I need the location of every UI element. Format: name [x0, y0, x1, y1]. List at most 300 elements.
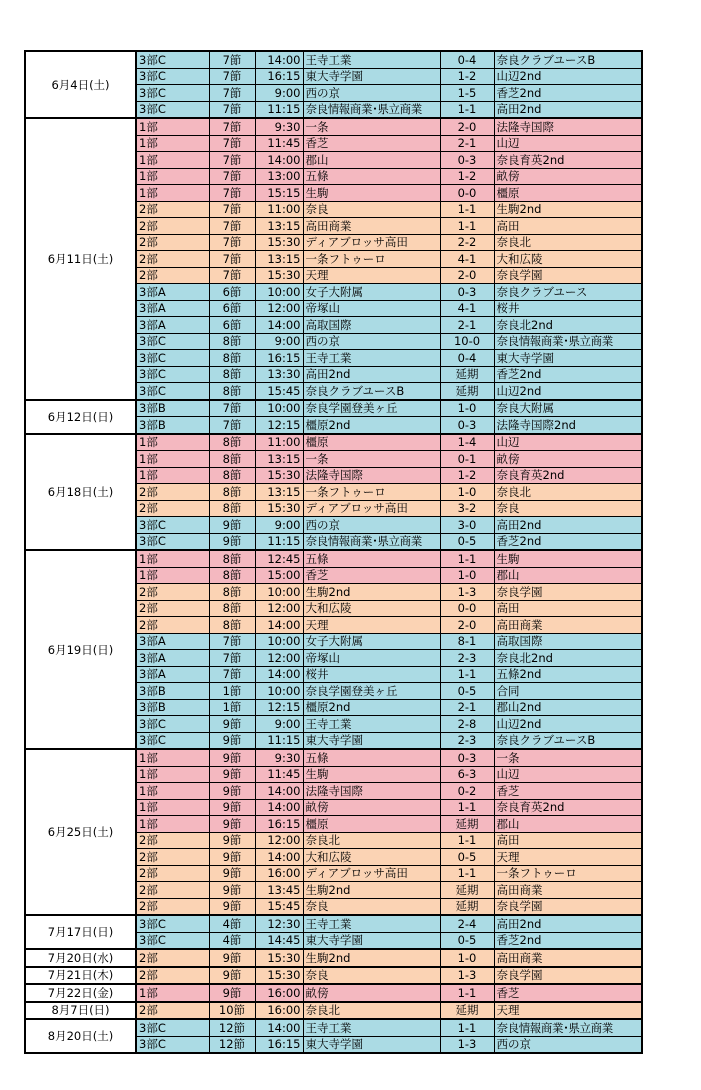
division-cell: 3部A	[136, 317, 209, 334]
score-cell: 1-1	[440, 832, 494, 849]
away-team-cell: 高田商業	[494, 617, 642, 634]
away-team-cell: 郡山	[494, 567, 642, 584]
score-cell: 1-0	[440, 949, 494, 967]
division-cell: 3部B	[136, 417, 209, 434]
round-cell: 8節	[209, 333, 255, 350]
match-row	[25, 949, 642, 967]
match-date-cell: 6月4日(土)	[25, 51, 136, 118]
home-team-cell: 奈良	[303, 898, 440, 915]
kickoff-time-cell: 16:00	[255, 984, 303, 1002]
home-team-cell: 王寺工業	[303, 1019, 440, 1036]
score-cell: 0-3	[440, 749, 494, 766]
away-team-cell: 奈良北	[494, 484, 642, 501]
score-cell: 1-0	[440, 400, 494, 417]
away-team-cell: 一条フトゥーロ	[494, 865, 642, 882]
score-cell: 1-5	[440, 85, 494, 102]
kickoff-time-cell: 13:45	[255, 882, 303, 899]
kickoff-time-cell: 16:15	[255, 1036, 303, 1053]
division-cell: 3部A	[136, 666, 209, 683]
division-cell: 3部C	[136, 915, 209, 932]
division-cell: 3部A	[136, 633, 209, 650]
kickoff-time-cell: 12:30	[255, 915, 303, 932]
away-team-cell: 郡山2nd	[494, 699, 642, 716]
round-cell: 1節	[209, 699, 255, 716]
home-team-cell: 奈良北	[303, 832, 440, 849]
home-team-cell: 香芝	[303, 135, 440, 152]
round-cell: 7節	[209, 135, 255, 152]
round-cell: 9節	[209, 799, 255, 816]
home-team-cell: 女子大附属	[303, 633, 440, 650]
away-team-cell: 奈良クラブユース	[494, 284, 642, 301]
score-cell: 1-1	[440, 666, 494, 683]
away-team-cell: 香芝2nd	[494, 85, 642, 102]
away-team-cell: 天理	[494, 1002, 642, 1020]
score-cell: 8-1	[440, 633, 494, 650]
round-cell: 9節	[209, 783, 255, 800]
match-row	[25, 749, 642, 766]
kickoff-time-cell: 12:15	[255, 417, 303, 434]
away-team-cell: 香芝	[494, 984, 642, 1002]
division-cell: 2部	[136, 967, 209, 985]
score-cell: 0-5	[440, 533, 494, 550]
home-team-cell: 奈良学園登美ヶ丘	[303, 683, 440, 700]
match-date-cell: 7月21日(木)	[25, 967, 136, 985]
round-cell: 12節	[209, 1036, 255, 1053]
score-cell: 2-8	[440, 716, 494, 733]
round-cell: 9節	[209, 865, 255, 882]
away-team-cell: 奈良学園	[494, 967, 642, 985]
kickoff-time-cell: 9:00	[255, 333, 303, 350]
match-date-cell: 7月17日(日)	[25, 915, 136, 949]
away-team-cell: 法隆寺国際	[494, 118, 642, 135]
home-team-cell: 奈良	[303, 967, 440, 985]
kickoff-time-cell: 13:00	[255, 168, 303, 185]
home-team-cell: 五條	[303, 168, 440, 185]
kickoff-time-cell: 12:45	[255, 550, 303, 567]
kickoff-time-cell: 14:00	[255, 849, 303, 866]
score-cell: 2-0	[440, 617, 494, 634]
round-cell: 7節	[209, 218, 255, 235]
kickoff-time-cell: 15:30	[255, 967, 303, 985]
away-team-cell: 奈良北2nd	[494, 317, 642, 334]
score-cell: 延期	[440, 1002, 494, 1020]
kickoff-time-cell: 16:15	[255, 68, 303, 85]
division-cell: 3部C	[136, 366, 209, 383]
division-cell: 1部	[136, 550, 209, 567]
division-cell: 2部	[136, 832, 209, 849]
kickoff-time-cell: 11:15	[255, 732, 303, 749]
score-cell: 1-0	[440, 484, 494, 501]
kickoff-time-cell: 10:00	[255, 683, 303, 700]
round-cell: 9節	[209, 898, 255, 915]
round-cell: 8節	[209, 600, 255, 617]
score-cell: 延期	[440, 816, 494, 833]
score-cell: 0-4	[440, 350, 494, 367]
kickoff-time-cell: 14:00	[255, 799, 303, 816]
round-cell: 7節	[209, 185, 255, 202]
round-cell: 9節	[209, 832, 255, 849]
division-cell: 1部	[136, 816, 209, 833]
division-cell: 1部	[136, 766, 209, 783]
home-team-cell: 王寺工業	[303, 716, 440, 733]
division-cell: 2部	[136, 251, 209, 268]
kickoff-time-cell: 15:30	[255, 467, 303, 484]
round-cell: 7節	[209, 118, 255, 135]
away-team-cell: 東大寺学園	[494, 350, 642, 367]
kickoff-time-cell: 14:00	[255, 666, 303, 683]
kickoff-time-cell: 14:00	[255, 783, 303, 800]
round-cell: 9節	[209, 816, 255, 833]
kickoff-time-cell: 13:15	[255, 251, 303, 268]
away-team-cell: 奈良大附属	[494, 400, 642, 417]
division-cell: 2部	[136, 949, 209, 967]
division-cell: 2部	[136, 600, 209, 617]
away-team-cell: 高田2nd	[494, 101, 642, 118]
division-cell: 3部B	[136, 699, 209, 716]
home-team-cell: ディアブロッサ高田	[303, 500, 440, 517]
round-cell: 7節	[209, 51, 255, 68]
division-cell: 2部	[136, 267, 209, 284]
division-cell: 1部	[136, 451, 209, 468]
kickoff-time-cell: 11:15	[255, 101, 303, 118]
score-cell: 0-5	[440, 849, 494, 866]
home-team-cell: 生駒	[303, 185, 440, 202]
kickoff-time-cell: 15:30	[255, 234, 303, 251]
away-team-cell: 合同	[494, 683, 642, 700]
round-cell: 7節	[209, 400, 255, 417]
division-cell: 3部C	[136, 350, 209, 367]
match-date-cell: 7月20日(水)	[25, 949, 136, 967]
away-team-cell: 高田商業	[494, 949, 642, 967]
kickoff-time-cell: 13:15	[255, 484, 303, 501]
round-cell: 7節	[209, 650, 255, 667]
score-cell: 0-3	[440, 417, 494, 434]
kickoff-time-cell: 10:00	[255, 584, 303, 601]
kickoff-time-cell: 15:30	[255, 500, 303, 517]
division-cell: 2部	[136, 218, 209, 235]
score-cell: 0-4	[440, 51, 494, 68]
match-row	[25, 400, 642, 417]
score-cell: 0-0	[440, 185, 494, 202]
kickoff-time-cell: 14:00	[255, 51, 303, 68]
round-cell: 4節	[209, 932, 255, 949]
home-team-cell: 天理	[303, 617, 440, 634]
home-team-cell: 高田商業	[303, 218, 440, 235]
home-team-cell: 橿原2nd	[303, 417, 440, 434]
match-row	[25, 51, 642, 68]
home-team-cell: 帝塚山	[303, 650, 440, 667]
match-schedule-table	[24, 50, 643, 1054]
match-row	[25, 550, 642, 567]
away-team-cell: 桜井	[494, 300, 642, 317]
score-cell: 4-1	[440, 251, 494, 268]
score-cell: 1-2	[440, 168, 494, 185]
kickoff-time-cell: 9:00	[255, 517, 303, 534]
round-cell: 10節	[209, 1002, 255, 1020]
home-team-cell: 奈良情報商業･県立商業	[303, 533, 440, 550]
score-cell: 0-1	[440, 451, 494, 468]
home-team-cell: 香芝	[303, 567, 440, 584]
division-cell: 1部	[136, 749, 209, 766]
kickoff-time-cell: 16:00	[255, 1002, 303, 1020]
score-cell: 1-1	[440, 101, 494, 118]
score-cell: 2-3	[440, 650, 494, 667]
score-cell: 1-1	[440, 799, 494, 816]
away-team-cell: 山辺2nd	[494, 68, 642, 85]
match-date-cell: 6月11日(土)	[25, 118, 136, 400]
away-team-cell: 奈良北	[494, 234, 642, 251]
kickoff-time-cell: 14:45	[255, 932, 303, 949]
kickoff-time-cell: 15:30	[255, 267, 303, 284]
match-date-cell: 6月12日(日)	[25, 400, 136, 434]
score-cell: 2-0	[440, 267, 494, 284]
round-cell: 6節	[209, 317, 255, 334]
away-team-cell: 奈良	[494, 500, 642, 517]
division-cell: 1部	[136, 118, 209, 135]
home-team-cell: 高取国際	[303, 317, 440, 334]
away-team-cell: 奈良学園	[494, 898, 642, 915]
kickoff-time-cell: 9:30	[255, 118, 303, 135]
division-cell: 2部	[136, 234, 209, 251]
round-cell: 6節	[209, 284, 255, 301]
round-cell: 9節	[209, 749, 255, 766]
away-team-cell: 香芝2nd	[494, 533, 642, 550]
home-team-cell: 一条フトゥーロ	[303, 484, 440, 501]
home-team-cell: 橿原2nd	[303, 699, 440, 716]
away-team-cell: 奈良北2nd	[494, 650, 642, 667]
away-team-cell: 奈良クラブユースB	[494, 732, 642, 749]
round-cell: 7節	[209, 168, 255, 185]
match-row	[25, 434, 642, 451]
away-team-cell: 香芝	[494, 783, 642, 800]
division-cell: 2部	[136, 882, 209, 899]
division-cell: 3部C	[136, 517, 209, 534]
round-cell: 8節	[209, 383, 255, 400]
kickoff-time-cell: 12:00	[255, 600, 303, 617]
away-team-cell: 高取国際	[494, 633, 642, 650]
match-date-cell: 6月19日(日)	[25, 550, 136, 749]
round-cell: 7節	[209, 666, 255, 683]
round-cell: 8節	[209, 434, 255, 451]
kickoff-time-cell: 9:00	[255, 85, 303, 102]
away-team-cell: 高田	[494, 832, 642, 849]
round-cell: 1節	[209, 683, 255, 700]
home-team-cell: 五條	[303, 749, 440, 766]
round-cell: 4節	[209, 915, 255, 932]
away-team-cell: 高田	[494, 600, 642, 617]
division-cell: 1部	[136, 135, 209, 152]
division-cell: 2部	[136, 617, 209, 634]
score-cell: 1-3	[440, 967, 494, 985]
division-cell: 3部C	[136, 383, 209, 400]
kickoff-time-cell: 10:00	[255, 400, 303, 417]
round-cell: 9節	[209, 766, 255, 783]
round-cell: 9節	[209, 882, 255, 899]
round-cell: 9節	[209, 732, 255, 749]
kickoff-time-cell: 15:30	[255, 949, 303, 967]
division-cell: 3部C	[136, 333, 209, 350]
kickoff-time-cell: 11:15	[255, 533, 303, 550]
round-cell: 9節	[209, 517, 255, 534]
division-cell: 2部	[136, 849, 209, 866]
home-team-cell: ディアブロッサ高田	[303, 865, 440, 882]
score-cell: 0-5	[440, 932, 494, 949]
schedule-body	[25, 51, 642, 1053]
home-team-cell: 奈良	[303, 201, 440, 218]
home-team-cell: 女子大附属	[303, 284, 440, 301]
home-team-cell: 王寺工業	[303, 915, 440, 932]
away-team-cell: 奈良情報商業･県立商業	[494, 333, 642, 350]
away-team-cell: 奈良クラブユースB	[494, 51, 642, 68]
away-team-cell: 畝傍	[494, 168, 642, 185]
home-team-cell: 郡山	[303, 152, 440, 169]
kickoff-time-cell: 12:00	[255, 650, 303, 667]
home-team-cell: 東大寺学園	[303, 1036, 440, 1053]
score-cell: 1-3	[440, 1036, 494, 1053]
round-cell: 6節	[209, 300, 255, 317]
home-team-cell: 畝傍	[303, 984, 440, 1002]
away-team-cell: 西の京	[494, 1036, 642, 1053]
home-team-cell: 生駒2nd	[303, 882, 440, 899]
round-cell: 9節	[209, 849, 255, 866]
division-cell: 3部A	[136, 650, 209, 667]
division-cell: 3部C	[136, 932, 209, 949]
kickoff-time-cell: 13:15	[255, 218, 303, 235]
away-team-cell: 大和広陵	[494, 251, 642, 268]
round-cell: 7節	[209, 201, 255, 218]
score-cell: 延期	[440, 383, 494, 400]
score-cell: 0-5	[440, 683, 494, 700]
home-team-cell: 高田2nd	[303, 366, 440, 383]
kickoff-time-cell: 16:15	[255, 350, 303, 367]
home-team-cell: 西の京	[303, 517, 440, 534]
away-team-cell: 山辺	[494, 135, 642, 152]
score-cell: 0-3	[440, 152, 494, 169]
home-team-cell: 一条	[303, 118, 440, 135]
kickoff-time-cell: 14:00	[255, 317, 303, 334]
score-cell: 1-1	[440, 201, 494, 218]
kickoff-time-cell: 12:00	[255, 832, 303, 849]
division-cell: 3部C	[136, 732, 209, 749]
round-cell: 7節	[209, 417, 255, 434]
away-team-cell: 香芝2nd	[494, 932, 642, 949]
score-cell: 1-1	[440, 865, 494, 882]
kickoff-time-cell: 15:15	[255, 185, 303, 202]
division-cell: 3部C	[136, 1036, 209, 1053]
division-cell: 3部B	[136, 683, 209, 700]
division-cell: 1部	[136, 567, 209, 584]
home-team-cell: 法隆寺国際	[303, 783, 440, 800]
away-team-cell: 畝傍	[494, 451, 642, 468]
home-team-cell: 大和広陵	[303, 600, 440, 617]
score-cell: 1-3	[440, 584, 494, 601]
score-cell: 2-0	[440, 118, 494, 135]
score-cell: 1-2	[440, 68, 494, 85]
round-cell: 7節	[209, 68, 255, 85]
home-team-cell: 奈良クラブユースB	[303, 383, 440, 400]
away-team-cell: 奈良育英2nd	[494, 467, 642, 484]
away-team-cell: 奈良育英2nd	[494, 152, 642, 169]
kickoff-time-cell: 14:00	[255, 1019, 303, 1036]
home-team-cell: 奈良学園登美ヶ丘	[303, 400, 440, 417]
kickoff-time-cell: 14:00	[255, 152, 303, 169]
kickoff-time-cell: 9:00	[255, 716, 303, 733]
division-cell: 3部A	[136, 284, 209, 301]
away-team-cell: 奈良学園	[494, 584, 642, 601]
division-cell: 1部	[136, 984, 209, 1002]
round-cell: 9節	[209, 984, 255, 1002]
match-row	[25, 967, 642, 985]
away-team-cell: 五條2nd	[494, 666, 642, 683]
kickoff-time-cell: 9:30	[255, 749, 303, 766]
score-cell: 1-2	[440, 467, 494, 484]
division-cell: 3部C	[136, 101, 209, 118]
round-cell: 8節	[209, 451, 255, 468]
score-cell: 1-1	[440, 1019, 494, 1036]
away-team-cell: 奈良育英2nd	[494, 799, 642, 816]
score-cell: 3-0	[440, 517, 494, 534]
division-cell: 2部	[136, 584, 209, 601]
round-cell: 8節	[209, 500, 255, 517]
away-team-cell: 天理	[494, 849, 642, 866]
round-cell: 9節	[209, 533, 255, 550]
division-cell: 3部A	[136, 300, 209, 317]
home-team-cell: 西の京	[303, 85, 440, 102]
away-team-cell: 法隆寺国際2nd	[494, 417, 642, 434]
kickoff-time-cell: 11:45	[255, 135, 303, 152]
score-cell: 2-3	[440, 732, 494, 749]
away-team-cell: 山辺	[494, 766, 642, 783]
away-team-cell: 郡山	[494, 816, 642, 833]
match-date-cell: 8月20日(土)	[25, 1019, 136, 1053]
score-cell: 2-4	[440, 915, 494, 932]
home-team-cell: 法隆寺国際	[303, 467, 440, 484]
score-cell: 延期	[440, 882, 494, 899]
home-team-cell: 大和広陵	[303, 849, 440, 866]
division-cell: 2部	[136, 484, 209, 501]
score-cell: 1-0	[440, 567, 494, 584]
match-date-cell: 8月7日(日)	[25, 1002, 136, 1020]
score-cell: 1-1	[440, 984, 494, 1002]
kickoff-time-cell: 13:15	[255, 451, 303, 468]
kickoff-time-cell: 10:00	[255, 284, 303, 301]
kickoff-time-cell: 11:00	[255, 434, 303, 451]
round-cell: 8節	[209, 550, 255, 567]
match-date-cell: 7月22日(金)	[25, 984, 136, 1002]
match-row	[25, 1002, 642, 1020]
division-cell: 2部	[136, 201, 209, 218]
score-cell: 0-3	[440, 284, 494, 301]
away-team-cell: 山辺	[494, 434, 642, 451]
score-cell: 1-1	[440, 550, 494, 567]
division-cell: 1部	[136, 168, 209, 185]
division-cell: 3部C	[136, 1019, 209, 1036]
match-row	[25, 118, 642, 135]
score-cell: 6-3	[440, 766, 494, 783]
home-team-cell: ディアブロッサ高田	[303, 234, 440, 251]
score-cell: 2-1	[440, 135, 494, 152]
score-cell: 延期	[440, 898, 494, 915]
score-cell: 2-1	[440, 317, 494, 334]
division-cell: 1部	[136, 783, 209, 800]
home-team-cell: 奈良情報商業･県立商業	[303, 101, 440, 118]
division-cell: 3部C	[136, 533, 209, 550]
kickoff-time-cell: 10:00	[255, 633, 303, 650]
round-cell: 8節	[209, 484, 255, 501]
round-cell: 8節	[209, 617, 255, 634]
score-cell: 延期	[440, 366, 494, 383]
division-cell: 1部	[136, 185, 209, 202]
